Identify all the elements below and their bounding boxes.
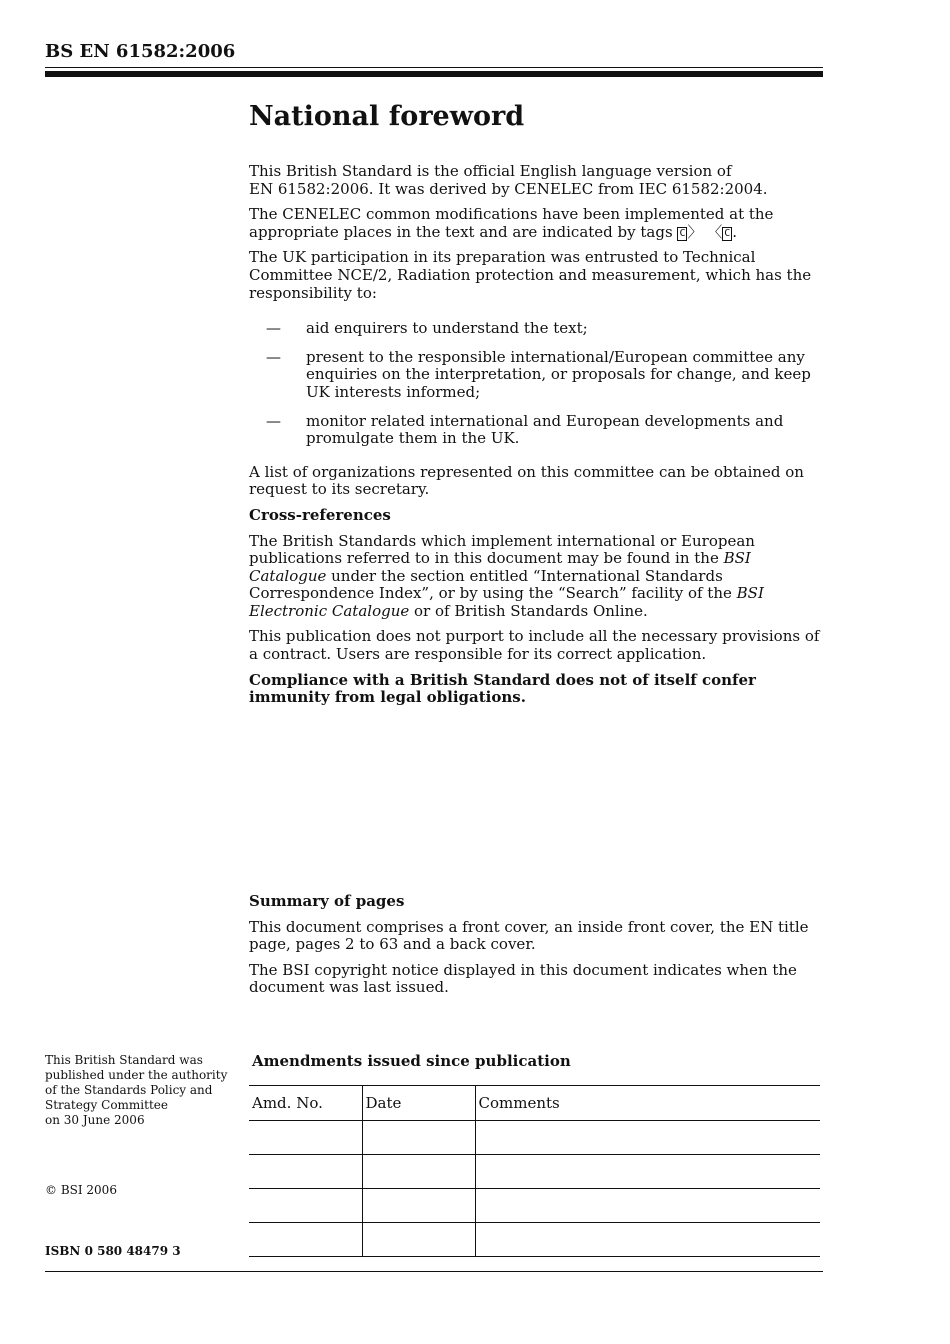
cross-ref-text-c: or of British Standards Online. [409, 601, 648, 620]
list-item-text: monitor related international and European developments and promulgate them in the UK. [306, 411, 784, 448]
header-rule-thin [45, 67, 823, 68]
intro-paragraph-2: The CENELEC common modifications have been implemented at the appropriate places in the text and are indicated by tags C 〉 〈 C . [249, 205, 774, 241]
bsi-electronic-catalogue-title: BSI Electronic Catalogue [249, 584, 764, 620]
column-header-comments: Comments [475, 1086, 820, 1121]
table-cell [249, 1189, 362, 1223]
table-row [249, 1189, 820, 1223]
intro-paragraph-1 [249, 163, 823, 198]
column-header-date: Date [362, 1086, 475, 1121]
list-item-text: aid enquirers to understand the text; [306, 319, 588, 338]
table-cell [475, 1155, 820, 1189]
table-cell [249, 1155, 362, 1189]
list-item [249, 413, 823, 448]
table-header-row [249, 1086, 820, 1121]
page-title: National foreword [249, 101, 525, 132]
committee-list-paragraph: A list of organizations represented on this committee can be obtained on request to its secretary. [249, 462, 804, 499]
dash-bullet: — [266, 347, 281, 366]
authority-line: published under the authority [45, 1068, 228, 1082]
footer-rule [45, 1271, 823, 1272]
table-cell [475, 1223, 820, 1257]
cross-references-heading: Cross-references [249, 505, 391, 524]
document-code: BS EN 61582:2006 [45, 41, 236, 62]
bsi-catalogue-title: BSI Catalogue [249, 549, 751, 585]
tag-close-icon: C [724, 227, 731, 239]
list-item-text: present to the responsible international/European committee any enquiries on the interpretation, or proposals for change, and keep UK interests informed; [306, 347, 811, 401]
intro-p2-end: . [732, 222, 738, 241]
cross-references-paragraph-1 [249, 533, 823, 621]
dash-bullet: — [266, 411, 281, 430]
cross-ref-text-a: The British Standards which implement international or European publications referred to in this document may be found in the [249, 531, 755, 568]
authority-line: This British Standard was [45, 1053, 203, 1067]
table-cell [249, 1121, 362, 1155]
summary-of-pages [249, 893, 823, 1005]
table-row [249, 1121, 820, 1155]
compliance-statement: Compliance with a British Standard does not of itself confer immunity from legal obligations. [249, 670, 756, 707]
authority-line: Strategy Committee [45, 1098, 168, 1112]
isbn: ISBN 0 580 48479 3 [45, 1244, 181, 1258]
cross-ref-text-b: under the section entitled “International Standards Correspondence Index”, or by using the “Search” facility of the [249, 566, 737, 603]
copyright-notice: © BSI 2006 [45, 1183, 117, 1197]
amendments-table [249, 1085, 820, 1257]
summary-paragraph-1: This document comprises a front cover, an inside front cover, the EN title page, pages 2 to 63 and a back cover. [249, 917, 809, 954]
column-header-amd-no: Amd. No. [249, 1086, 362, 1121]
table-cell [249, 1223, 362, 1257]
list-item [249, 349, 823, 402]
intro-line-2: EN 61582:2006. It was derived by CENELEC from IEC 61582:2004. [249, 179, 768, 198]
header-rule-thick [45, 71, 823, 77]
table-row [249, 1223, 820, 1257]
intro-line-1: This British Standard is the official English language version of [249, 162, 732, 180]
authority-line: on 30 June 2006 [45, 1113, 145, 1127]
dash-bullet: — [266, 319, 281, 338]
intro-p2-text: The CENELEC common modifications have been implemented at the appropriate places in the text and are indicated by tags [249, 205, 774, 241]
amendments-title: Amendments issued since publication [252, 1052, 571, 1070]
summary-heading: Summary of pages [249, 892, 405, 910]
table-cell [362, 1223, 475, 1257]
tag-open-icon: C [679, 227, 686, 239]
intro-paragraph-3: The UK participation in its preparation was entrusted to Technical Committee NCE/2, Radiation protection and measurement, which has the responsibility to: [249, 248, 812, 302]
table-cell [362, 1121, 475, 1155]
responsibility-list [249, 320, 823, 448]
table-cell [362, 1155, 475, 1189]
cross-references-paragraph-2: This publication does not purport to include all the necessary provisions of a contract. Users are responsible for its correct application. [249, 627, 820, 664]
table-cell [475, 1121, 820, 1155]
table-cell [475, 1189, 820, 1223]
table-row [249, 1155, 820, 1189]
summary-paragraph-2: The BSI copyright notice displayed in this document indicates when the document was last issued. [249, 960, 797, 997]
publication-authority [45, 1053, 235, 1128]
list-item [249, 320, 823, 338]
authority-line: of the Standards Policy and [45, 1083, 213, 1097]
foreword-body [249, 163, 823, 715]
table-cell [362, 1189, 475, 1223]
